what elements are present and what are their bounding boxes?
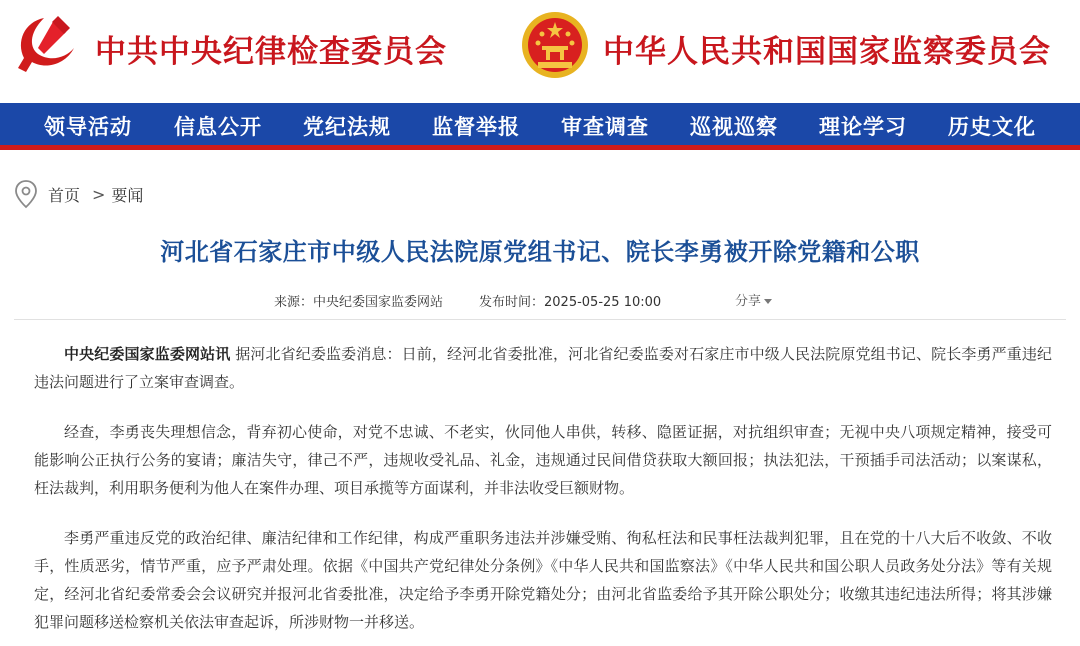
party-emblem-icon[interactable] [14, 12, 80, 78]
breadcrumb-home-link[interactable]: 首页 [48, 185, 81, 205]
location-pin-icon [14, 179, 38, 209]
nav-item-regulations[interactable]: 党纪法规 [303, 114, 391, 139]
nav-accent-bar [0, 145, 1080, 150]
breadcrumb-separator: > [92, 184, 106, 204]
breadcrumb [14, 178, 143, 210]
nav-item-history[interactable]: 历史文化 [948, 114, 1036, 139]
nav-item-supervision[interactable]: 监督举报 [432, 114, 520, 139]
nav-item-disclosure[interactable]: 信息公开 [174, 114, 262, 139]
nav-item-investigation[interactable]: 审查调查 [561, 114, 649, 139]
paragraph-text: 据河北省纪委监委消息：日前，经河北省委批准，河北省纪委监委对石家庄市中级人民法院原党组书记、院长李勇严重违纪违法问题进行了立案审查调查。 [34, 345, 1052, 391]
share-button[interactable] [735, 290, 772, 309]
article-paragraph: 经查，李勇丧失理想信念，背弃初心使命，对党不忠诚、不老实，伙同他人串供，转移、隐匿证据，对抗组织审查；无视中央八项规定精神，接受可能影响公正执行公务的宴请；廉洁失守，律己不严，违规收受礼品、礼金，违规通过民间借贷获取大额回报；执法犯法，干预插手司法活动；以案谋私，枉法裁判，利用职务便利为他人在案件办理、项目承揽等方面谋利，并非法收受巨额财物。 [34, 423, 1052, 497]
lead-bold: 中央纪委国家监委网站讯 [64, 345, 231, 363]
source-value: 中央纪委国家监委网站 [313, 295, 444, 310]
nav-item-leadership[interactable]: 领导活动 [44, 114, 132, 139]
meta-divider [14, 319, 1066, 320]
source-label: 来源： [274, 295, 314, 310]
time-value: 2025-05-25 10:00 [544, 295, 662, 310]
site-header [0, 0, 1080, 103]
article-body [34, 340, 1052, 646]
article-title: 河北省石家庄市中级人民法院原党组书记、院长李勇被开除党籍和公职 [160, 238, 920, 266]
nav-item-inspection[interactable]: 巡视巡察 [690, 114, 778, 139]
main-nav [0, 103, 1080, 145]
article-source [274, 291, 443, 310]
article-paragraph [34, 340, 1052, 396]
breadcrumb-current-link[interactable]: 要闻 [111, 185, 144, 205]
article-time [479, 291, 661, 310]
org-name-nsc[interactable]: 中华人民共和国国家监察委员会 [603, 34, 1051, 70]
org-name-ccdi[interactable]: 中共中央纪律检查委员会 [95, 34, 447, 70]
share-label: 分享 [735, 294, 762, 309]
article-paragraph: 李勇严重违反党的政治纪律、廉洁纪律和工作纪律，构成严重职务违法并涉嫌受贿、徇私枉法和民事枉法裁判犯罪，且在党的十八大后不收敛、不收手，性质恶劣，情节严重，应予严肃处理。依据《中国共产党纪律处分条例》《中华人民共和国监察法》《中华人民共和国公职人员政务处分法》等有关规定，经河北省纪委常委会会议研究并报河北省委批准，决定给予李勇开除党籍处分；由河北省监委给予其开除公职处分；收缴其违纪违法所得；将其涉嫌犯罪问题移送检察机关依法审查起诉，所涉财物一并移送。 [34, 529, 1052, 631]
nav-item-theory[interactable]: 理论学习 [819, 114, 907, 139]
time-label: 发布时间： [479, 295, 545, 310]
chevron-down-icon [764, 299, 772, 304]
national-emblem-icon[interactable] [520, 10, 590, 80]
